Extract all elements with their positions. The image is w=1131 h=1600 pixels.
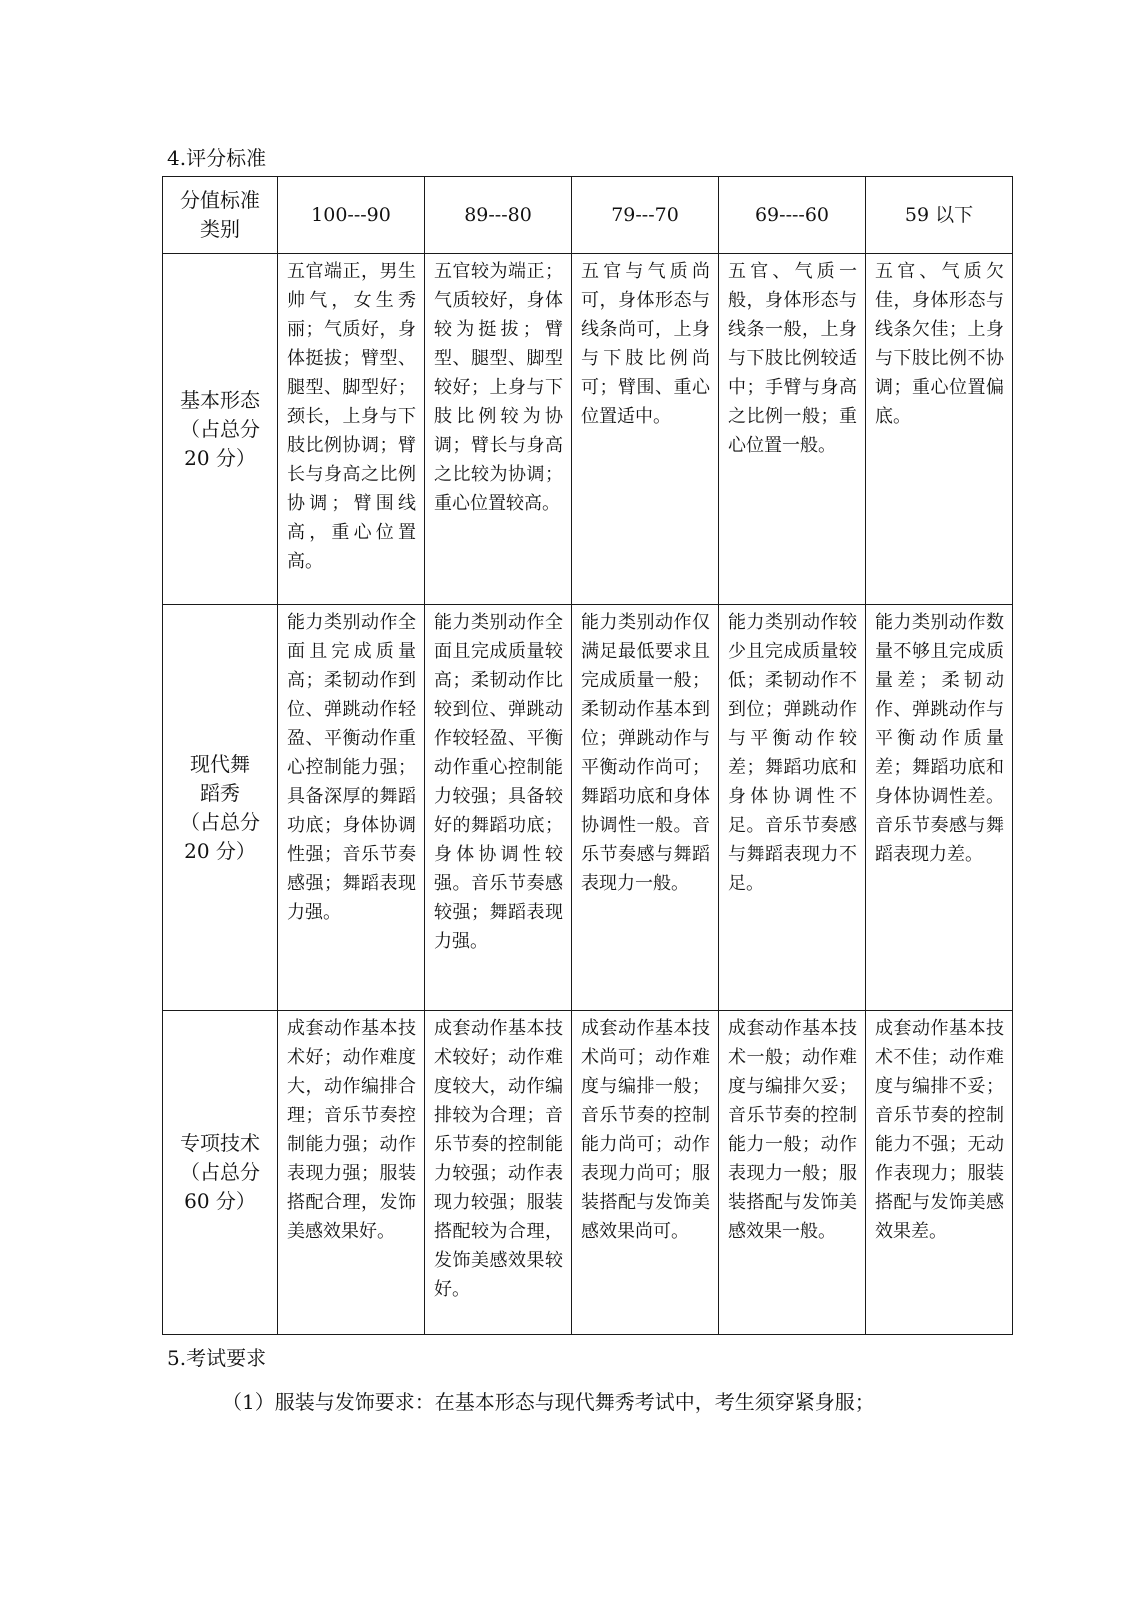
header-corner-cell: [163, 177, 278, 254]
header-band-below-59: 59 以下: [866, 177, 1013, 254]
criteria-cell: 五官、气质一般，身体形态与线条一般，上身与下肢比例较适中；手臂与身高之比例一般；重心位置一般。: [719, 254, 866, 605]
criteria-cell: 五官较为端正；气质较好，身体较为挺拔；臂型、腿型、脚型较好；上身与下肢比例较为协调；臂长与身高之比较为协调；重心位置较高。: [425, 254, 572, 605]
criteria-cell: 五官、气质欠佳，身体形态与线条欠佳；上身与下肢比例不协调；重心位置偏底。: [866, 254, 1013, 605]
criteria-cell: 能力类别动作全面且完成质量高；柔韧动作到位、弹跳动作轻盈、平衡动作重心控制能力强；具备深厚的舞蹈功底；身体协调性强；音乐节奏感强；舞蹈表现力强。: [278, 605, 425, 1011]
header-category-label: 类别: [200, 217, 240, 241]
criteria-cell: 成套动作基本技术不佳；动作难度与编排不妥；音乐节奏的控制能力不强；无动作表现力；服装搭配与发饰美感效果差。: [866, 1011, 1013, 1335]
criteria-cell: 成套动作基本技术好；动作难度大，动作编排合理；音乐节奏控制能力强；动作表现力强；服装搭配合理，发饰美感效果好。: [278, 1011, 425, 1335]
category-cell-basic-form: [163, 254, 278, 605]
category-label: 基本形态: [180, 387, 260, 412]
section-heading-scoring-standard: 4.评分标准: [167, 146, 267, 170]
category-label: 现代舞: [190, 751, 250, 776]
criteria-cell: 能力类别动作数量不够且完成质量差；柔韧动作、弹跳动作与平衡动作质量差；舞蹈功底和身体协调性差。音乐节奏感与舞蹈表现力差。: [866, 605, 1013, 1011]
header-score-standard-label: 分值标准: [180, 188, 260, 212]
table-row-basic-form: [163, 254, 1013, 605]
category-cell-special-technique: [163, 1011, 278, 1335]
scoring-standard-table: [162, 176, 1013, 1335]
header-band-100-90: 100---90: [278, 177, 425, 254]
category-weight-prefix: （占总分: [180, 1160, 260, 1184]
criteria-cell: 成套动作基本技术尚可；动作难度与编排一般；音乐节奏的控制能力尚可；动作表现力尚可；服装搭配与发饰美感效果尚可。: [572, 1011, 719, 1335]
header-band-79-70: 79---70: [572, 177, 719, 254]
category-weight-value: 60 分）: [184, 1189, 256, 1213]
category-weight-prefix: （占总分: [180, 416, 260, 441]
criteria-cell: 成套动作基本技术较好；动作难度较大，动作编排较为合理；音乐节奏的控制能力较强；动作表现力较强；服装搭配较为合理，发饰美感效果较好。: [425, 1011, 572, 1335]
criteria-cell: 成套动作基本技术一般；动作难度与编排欠妥；音乐节奏的控制能力一般；动作表现力一般；服装搭配与发饰美感效果一般。: [719, 1011, 866, 1335]
section-heading-exam-requirements: 5.考试要求: [167, 1346, 267, 1370]
table-row-modern-dance: [163, 605, 1013, 1011]
criteria-cell: 能力类别动作仅满足最低要求且完成质量一般；柔韧动作基本到位；弹跳动作与平衡动作尚可；舞蹈功底和身体协调性一般。音乐节奏感与舞蹈表现力一般。: [572, 605, 719, 1011]
criteria-cell: 能力类别动作全面且完成质量较高；柔韧动作比较到位、弹跳动作较轻盈、平衡动作重心控制能力较强；具备较好的舞蹈功底；身体协调性较强。音乐节奏感较强；舞蹈表现力强。: [425, 605, 572, 1011]
criteria-cell: 五官与气质尚可，身体形态与线条尚可，上身与下肢比例尚可；臂围、重心位置适中。: [572, 254, 719, 605]
category-weight-value: 20 分）: [184, 445, 256, 470]
category-label: 专项技术: [180, 1131, 260, 1155]
category-weight-value: 20 分）: [184, 838, 256, 863]
header-band-69-60: 69----60: [719, 177, 866, 254]
table-row-special-technique: [163, 1011, 1013, 1335]
category-weight-prefix: （占总分: [180, 809, 260, 834]
criteria-cell: 五官端正，男生帅气，女生秀丽；气质好，身体挺拔；臂型、腿型、脚型好；颈长，上身与下肢比例协调；臂长与身高之比例协调；臂围线高，重心位置高。: [278, 254, 425, 605]
criteria-cell: 能力类别动作较少且完成质量较低；柔韧动作不到位；弹跳动作与平衡动作较差；舞蹈功底和身体协调性不足。音乐节奏感与舞蹈表现力不足。: [719, 605, 866, 1011]
category-label-continued: 蹈秀: [200, 780, 240, 805]
category-cell-modern-dance: [163, 605, 278, 1011]
table-header-row: [163, 177, 1013, 254]
requirement-item-clothing: （1）服装与发饰要求：在基本形态与现代舞秀考试中，考生须穿紧身服；: [222, 1390, 875, 1414]
header-band-89-80: 89---80: [425, 177, 572, 254]
